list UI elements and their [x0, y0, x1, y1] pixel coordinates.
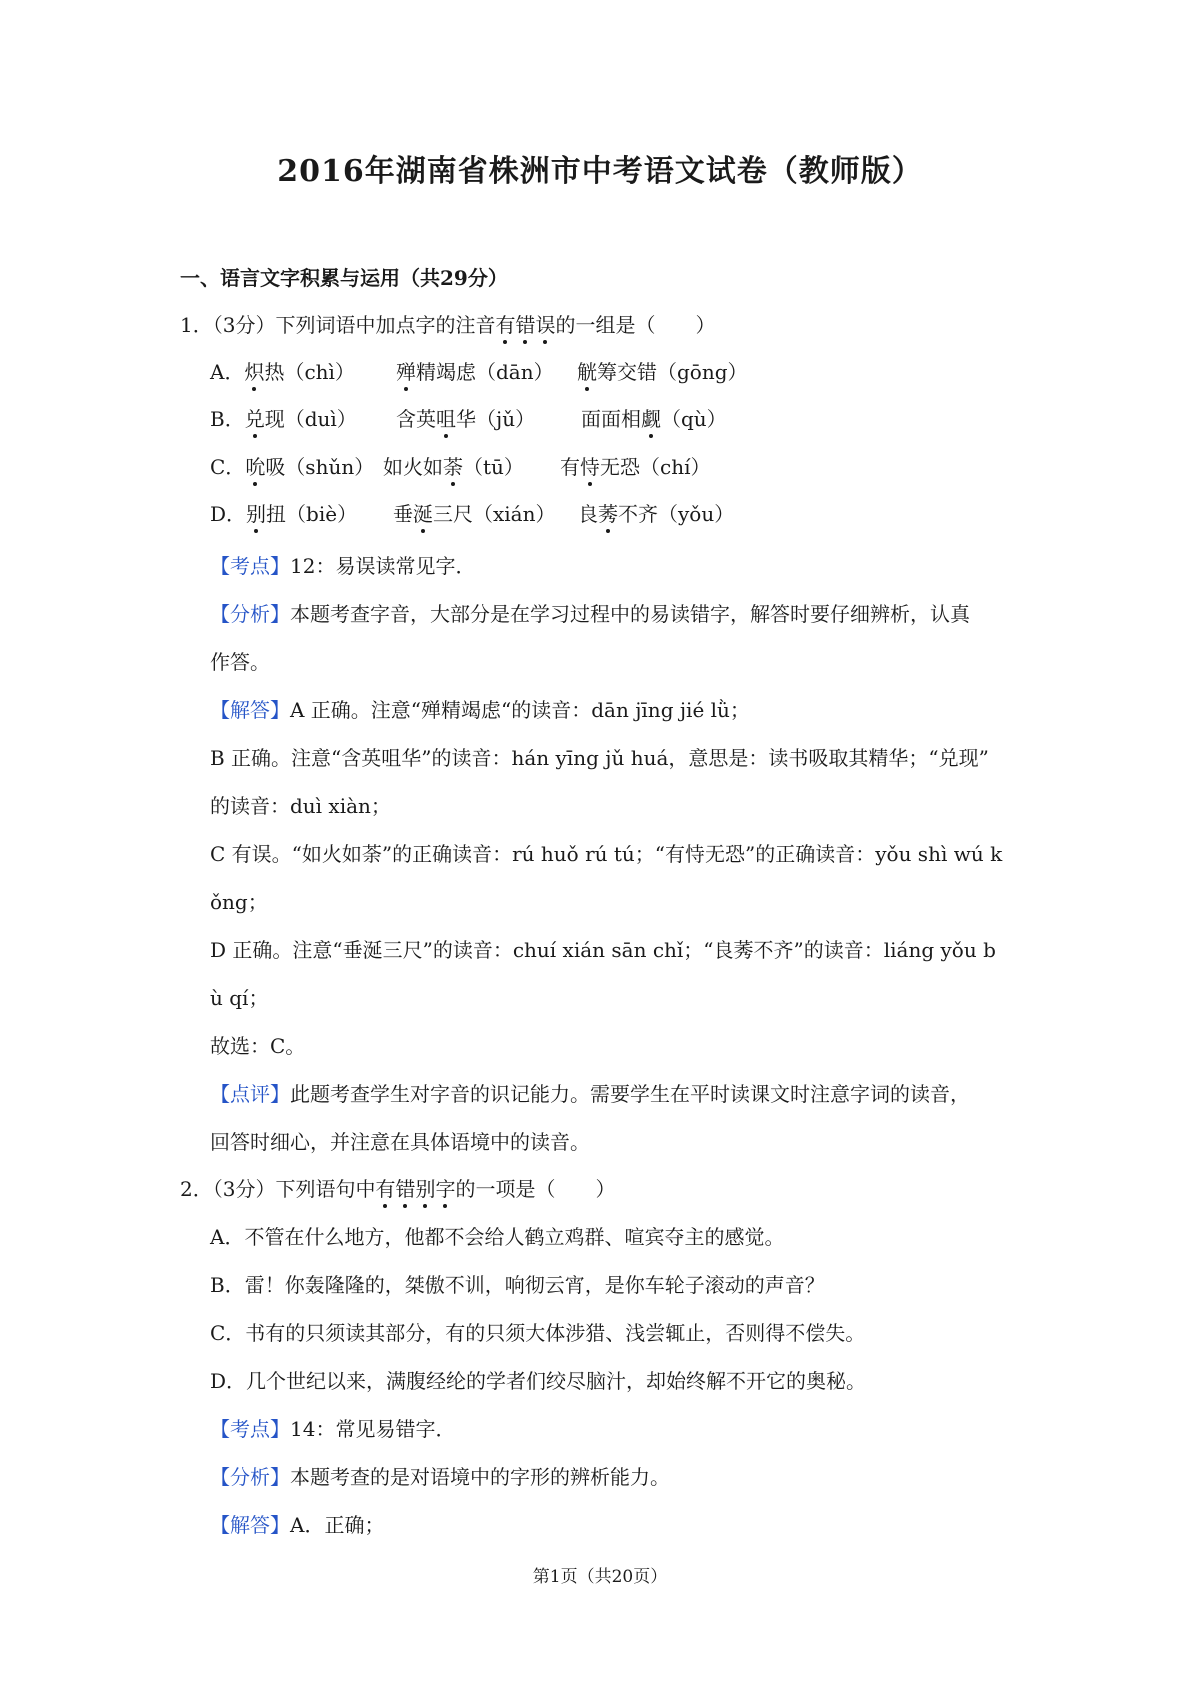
question-2-option-d: D．几个世纪以来，满腹经纶的学者们绞尽脑汁，却始终解不开它的奥秘。 — [210, 1369, 867, 1393]
q1-fenxi-cont: 作答。 — [210, 650, 270, 674]
q1-answer: 故选：C。 — [210, 1034, 306, 1058]
option-a-term-1: A．炽热（chì） — [210, 360, 355, 384]
option-a-term-2: 殚精竭虑（dān） — [396, 360, 554, 384]
kaodian-tag: 【考点】 — [210, 554, 290, 578]
jieda-tag: 【解答】 — [210, 1513, 290, 1537]
dianping-tag: 【点评】 — [210, 1082, 290, 1106]
option-d-term-2: 垂涎三尺（xián） — [393, 502, 556, 526]
option-b-term-3: 面面相觑（qù） — [581, 407, 727, 431]
q1-jieda-c: C 有误。“如火如荼”的正确读音：rú huǒ rú tú；“有恃无恐”的正确读音：yǒu shì wú k — [210, 842, 1003, 866]
question-2-stem: 2．（3分）下列语句中有错别字的一项是（ ） — [180, 1177, 616, 1201]
option-c-term-1: C．吮吸（shǔn） — [210, 455, 375, 479]
q1-fenxi: 【分析】本题考查字音，大部分是在学习过程中的易读错字，解答时要仔细辨析，认真 — [210, 602, 970, 626]
q2-fenxi: 【分析】本题考查的是对语境中的字形的辨析能力。 — [210, 1465, 670, 1489]
q2-jieda: 【解答】A．正确； — [210, 1513, 385, 1537]
option-c-term-2: 如火如荼（tū） — [383, 455, 524, 479]
q1-kaodian: 【考点】12：易误读常见字． — [210, 554, 476, 578]
option-c-term-3: 有恃无恐（chí） — [560, 455, 711, 479]
q1-jieda-d: D 正确。注意“垂涎三尺”的读音：chuí xián sān chǐ；“良莠不齐”的读音：liáng yǒu b — [210, 938, 996, 962]
q2-kaodian: 【考点】14：常见易错字． — [210, 1417, 456, 1441]
q1-dianping: 【点评】此题考查学生对字音的识记能力。需要学生在平时读课文时注意字词的读音， — [210, 1082, 970, 1106]
question-2-option-a: A．不管在什么地方，他都不会给人鹤立鸡群、喧宾夺主的感觉。 — [210, 1225, 785, 1249]
q1-jieda: 【解答】A 正确。注意“殚精竭虑“的读音：dān jīng jié lǜ； — [210, 698, 750, 722]
kaodian-tag: 【考点】 — [210, 1417, 290, 1441]
option-d-term-1: D．别扭（biè） — [210, 502, 358, 526]
question-2-option-b: B．雷！你轰隆隆的，桀傲不训，响彻云宵，是你车轮子滚动的声音？ — [210, 1273, 825, 1297]
document-title: 2016年湖南省株洲市中考语文试卷（教师版） — [277, 154, 923, 189]
q1-jieda-d-cont: ù qí； — [210, 986, 269, 1010]
q1-dianping-cont: 回答时细心，并注意在具体语境中的读音。 — [210, 1130, 590, 1154]
page-footer: 第1页（共20页） — [532, 1567, 668, 1587]
question-1-stem: 1．（3分）下列词语中加点字的注音有错误的一组是（ ） — [180, 313, 716, 337]
option-b-term-2: 含英咀华（jǔ） — [396, 407, 536, 431]
option-a-term-3: 觥筹交错（gōng） — [577, 360, 748, 384]
q1-jieda-c-cont: ǒng； — [210, 890, 268, 914]
jieda-tag: 【解答】 — [210, 698, 290, 722]
q1-jieda-b-cont: 的读音：duì xiàn； — [210, 794, 391, 818]
option-b-term-1: B．兑现（duì） — [210, 407, 357, 431]
question-2-option-c: C．书有的只须读其部分，有的只须大体涉猎、浅尝辄止，否则得不偿失。 — [210, 1321, 866, 1345]
option-d-term-3: 良莠不齐（yǒu） — [578, 502, 735, 526]
q1-jieda-b: B 正确。注意“含英咀华”的读音：hán yīng jǔ huá，意思是：读书吸取其精华；“兑现” — [210, 746, 989, 770]
section-heading: 一、语言文字积累与运用（共29分） — [180, 266, 508, 290]
fenxi-tag: 【分析】 — [210, 1465, 290, 1489]
fenxi-tag: 【分析】 — [210, 602, 290, 626]
